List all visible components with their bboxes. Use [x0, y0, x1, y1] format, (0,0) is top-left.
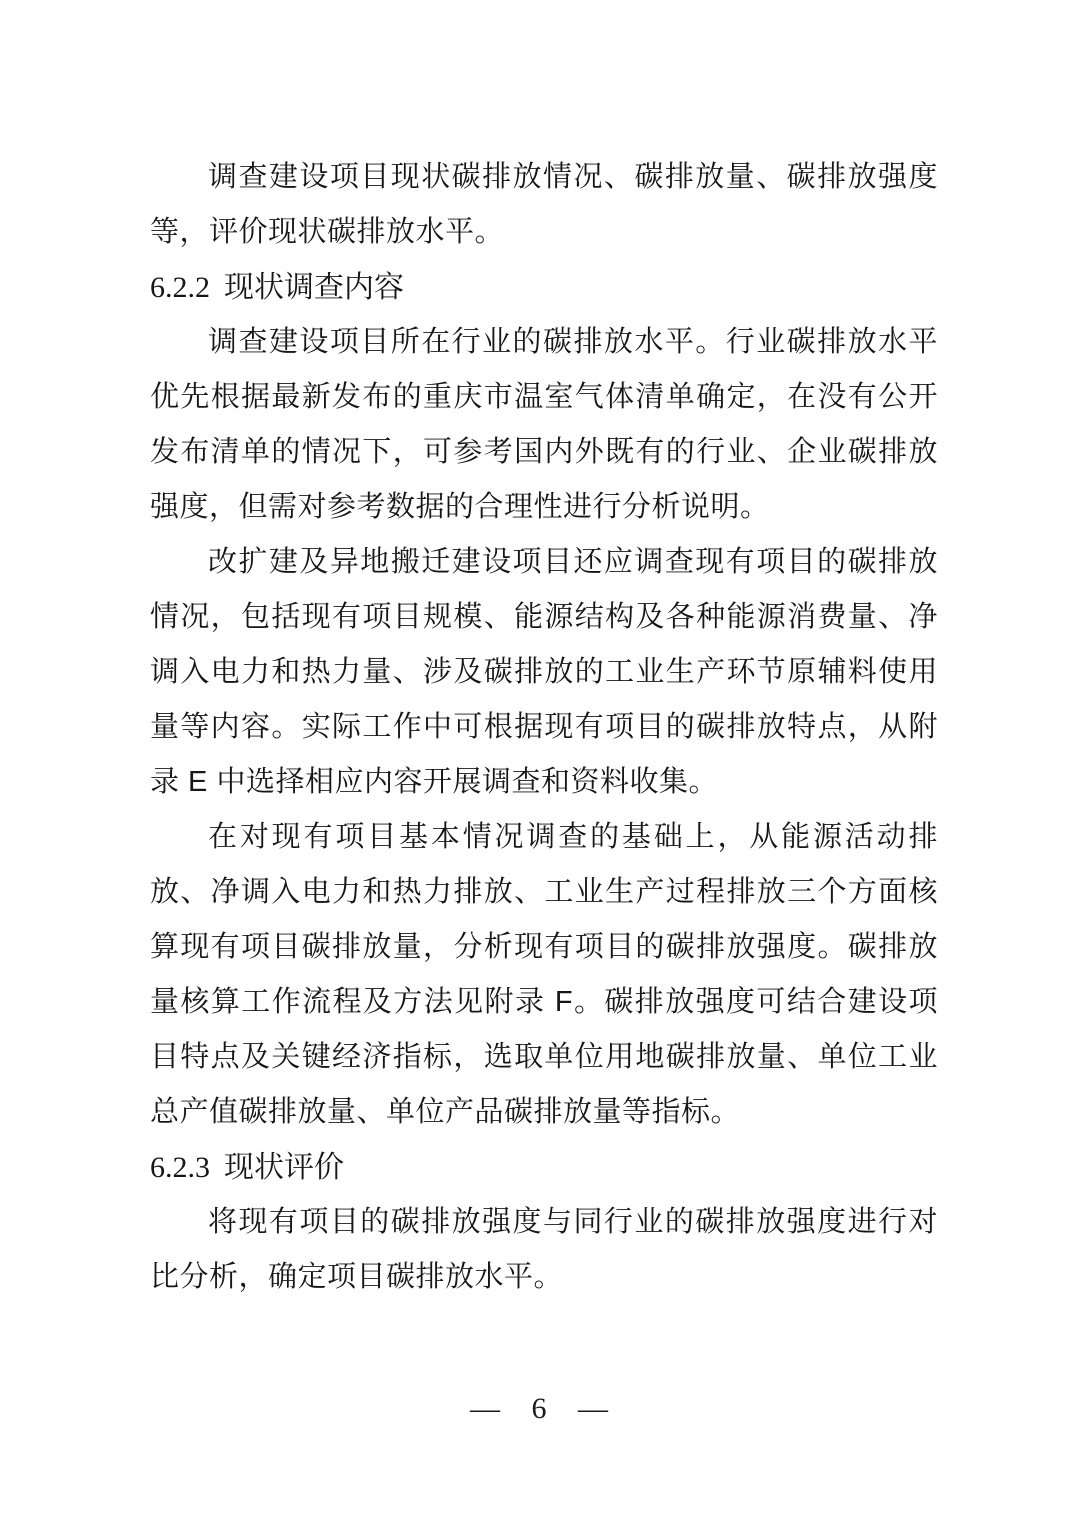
section-number: 6.2.2 [150, 271, 210, 304]
paragraph-status-survey-intro: 调查建设项目现状碳排放情况、碳排放量、碳排放强度等，评价现状碳排放水平。 [150, 161, 938, 248]
paragraph-status-evaluation: 将现有项目的碳排放强度与同行业的碳排放强度进行对比分析，确定项目碳排放水平。 [150, 1206, 938, 1293]
paragraph-industry-emission-level: 调查建设项目所在行业的碳排放水平。行业碳排放水平优先根据最新发布的重庆市温室气体清单确定，在没有公开发布清单的情况下，可参考国内外既有的行业、企业碳排放强度，但需对参考数据的合理性进行分析说明。 [150, 326, 938, 523]
section-heading-622 [150, 260, 938, 315]
page-content [150, 150, 938, 1305]
paragraph-emission-accounting: 在对现有项目基本情况调查的基础上，从能源活动排放、净调入电力和热力排放、工业生产过程排放三个方面核算现有项目碳排放量，分析现有项目的碳排放强度。碳排放量核算工作流程及方法见附录 F。碳排放强度可结合建设项目特点及关键经济指标，选取单位用地碳排放量、单位工业总产值碳排放量、单位产品碳排放量等指标。 [150, 821, 938, 1128]
page-footer [0, 1392, 1080, 1426]
section-title: 现状评价 [224, 1151, 344, 1184]
section-number: 6.2.3 [150, 1151, 210, 1184]
section-title: 现状调查内容 [224, 271, 404, 304]
paragraph-existing-project-survey: 改扩建及异地搬迁建设项目还应调查现有项目的碳排放情况，包括现有项目规模、能源结构及各种能源消费量、净调入电力和热力量、涉及碳排放的工业生产环节原辅料使用量等内容。实际工作中可根据现有项目的碳排放特点，从附录 E 中选择相应内容开展调查和资料收集。 [150, 546, 938, 798]
section-heading-623 [150, 1140, 938, 1195]
page-number: — 6 — [470, 1392, 610, 1425]
